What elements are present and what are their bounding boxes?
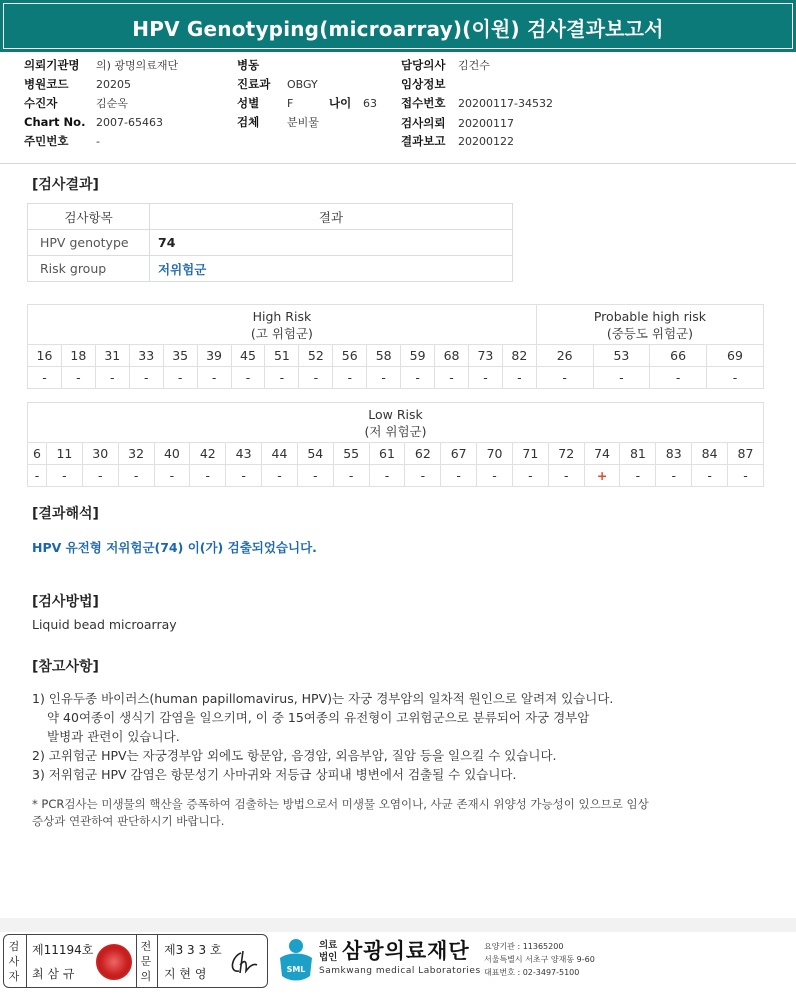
col-result-header: 결과 [150, 204, 513, 230]
high-risk-header-en: High Risk [252, 308, 312, 324]
low-risk-result-cell-3: - [118, 465, 154, 487]
high-risk-result-cell-0: - [28, 367, 62, 389]
high-risk-type-cell-7: 51 [265, 345, 299, 367]
signature-image [227, 947, 263, 977]
high-risk-result-cell-5: - [197, 367, 231, 389]
high-risk-type-cell-3: 33 [129, 345, 163, 367]
high-risk-result-cell-12: - [435, 367, 469, 389]
seal-stamp [96, 944, 132, 980]
low-risk-type-cell-18: 83 [656, 443, 692, 465]
low-risk-result-cell-17: - [620, 465, 656, 487]
doctor-label: 담당의사 [401, 58, 446, 72]
note-3: 3) 저위험군 HPV 감염은 항문성기 사마귀와 저등급 상피내 병변에서 검출될 수 있습니다. [32, 767, 517, 782]
low-risk-result-cell-20: - [728, 465, 764, 487]
footer-divider [0, 918, 796, 932]
high-risk-result-cell-11: - [401, 367, 435, 389]
probable-high-risk-header [536, 305, 763, 345]
high-risk-type-cell-9: 56 [333, 345, 367, 367]
low-risk-result-cell-0: - [28, 465, 47, 487]
footnote-line-1: * PCR검사는 미생물의 핵산을 증폭하여 검출하는 방법으로서 미생물 오염이나, 사균 존재시 위양성 가능성이 있으므로 임상 [32, 797, 649, 811]
specialist-label: 전문의 [140, 940, 152, 983]
low-risk-type-cell-19: 84 [692, 443, 728, 465]
col-item-header: 검사항목 [28, 204, 150, 230]
high-risk-result-cell-7: - [265, 367, 299, 389]
low-risk-type-cell-0: 6 [28, 443, 47, 465]
method-text: Liquid bead microarray [32, 617, 177, 632]
low-risk-result-cell-13: - [477, 465, 513, 487]
high-risk-type-cell-8: 52 [299, 345, 333, 367]
low-risk-type-cell-12: 67 [441, 443, 477, 465]
report-title-bar [0, 0, 796, 52]
high-risk-type-cell-16: 53 [593, 345, 650, 367]
table-row [28, 256, 513, 282]
inspector-name: 최 삼 규 [32, 967, 75, 981]
low-risk-type-cell-10: 61 [369, 443, 405, 465]
high-risk-type-cell-10: 58 [367, 345, 401, 367]
high-risk-type-row [28, 345, 764, 367]
high-risk-type-cell-12: 68 [435, 345, 469, 367]
institution-code: 요양기관 : 11365200 [484, 942, 564, 951]
low-risk-result-cell-15: - [548, 465, 584, 487]
low-risk-type-cell-3: 32 [118, 443, 154, 465]
patient-info-panel [0, 52, 796, 164]
high-risk-result-cell-2: - [95, 367, 129, 389]
low-risk-type-cell-9: 55 [333, 443, 369, 465]
high-risk-type-cell-14: 82 [502, 345, 536, 367]
high-risk-type-cell-5: 39 [197, 345, 231, 367]
low-risk-result-row [28, 465, 764, 487]
result-item-risk-group: Risk group [28, 256, 150, 282]
high-risk-result-cell-4: - [163, 367, 197, 389]
note-1: 1) 인유두종 바이러스(human papillomavirus, HPV)는 자궁 경부암의 일차적 원인으로 알려져 있습니다. [32, 691, 614, 706]
organization-phone: 대표번호 : 02-3497-5100 [484, 968, 580, 977]
low-risk-genotype-table [27, 402, 764, 487]
notes-list [32, 689, 613, 784]
high-risk-type-cell-0: 16 [28, 345, 62, 367]
inspector-license: 제11194호 [32, 943, 94, 957]
age-label: 나이 [329, 96, 352, 110]
high-risk-type-cell-15: 26 [536, 345, 593, 367]
high-risk-genotype-table [27, 304, 764, 389]
note-1-cont: 약 40여종이 생식기 감염을 일으키며, 이 중 15여종의 유전형이 고위험군으로 분류되어 자궁 경부암 [47, 710, 590, 725]
high-risk-type-cell-1: 18 [61, 345, 95, 367]
resident-no-value: - [96, 135, 100, 148]
patient-value: 김순옥 [96, 97, 128, 110]
department-value: OBGY [287, 78, 318, 91]
specimen-value: 분비물 [287, 116, 319, 129]
specialist-name: 지 현 영 [164, 967, 207, 981]
hospital-code-label: 병원코드 [24, 77, 69, 91]
specialist-license: 제3 3 3 호 [164, 943, 222, 957]
low-risk-type-cell-11: 62 [405, 443, 441, 465]
sex-label: 성별 [237, 96, 260, 110]
high-risk-result-cell-3: - [129, 367, 163, 389]
sml-logo-icon [274, 936, 318, 986]
chart-no-value: 2007-65463 [96, 116, 163, 129]
pcr-footnote [32, 796, 752, 830]
high-risk-header-ko: (고 위험군) [250, 325, 313, 341]
low-risk-type-cell-16: 74 [584, 443, 620, 465]
low-risk-result-cell-11: - [405, 465, 441, 487]
receipt-value: 20200117-34532 [458, 97, 553, 110]
high-risk-result-cell-16: - [593, 367, 650, 389]
high-risk-result-cell-15: - [536, 367, 593, 389]
institution-label: 의뢰기관명 [24, 58, 80, 72]
signature-box [3, 934, 268, 988]
low-risk-header-ko: (저 위험군) [364, 423, 427, 439]
notes-section-title: [참고사항] [32, 659, 99, 675]
table-row [28, 230, 513, 256]
low-risk-type-cell-6: 43 [226, 443, 262, 465]
low-risk-result-cell-5: - [190, 465, 226, 487]
institution-value: 의) 광명의료재단 [96, 59, 179, 72]
corp-type [319, 940, 337, 964]
high-risk-result-cell-8: - [299, 367, 333, 389]
low-risk-type-cell-20: 87 [728, 443, 764, 465]
note-1-cont-2: 발병과 관련이 있습니다. [47, 729, 180, 744]
low-risk-result-cell-9: - [333, 465, 369, 487]
low-risk-type-cell-17: 81 [620, 443, 656, 465]
high-risk-result-cell-1: - [61, 367, 95, 389]
low-risk-type-row [28, 443, 764, 465]
low-risk-type-cell-15: 72 [548, 443, 584, 465]
report-date-value: 20200122 [458, 135, 514, 148]
low-risk-result-cell-16: + [584, 465, 620, 487]
result-value-risk-group: 저위험군 [150, 256, 513, 282]
low-risk-header [28, 403, 764, 443]
chart-no-label: Chart No. [24, 115, 86, 129]
low-risk-result-cell-2: - [82, 465, 118, 487]
high-risk-result-row [28, 367, 764, 389]
high-risk-result-cell-18: - [706, 367, 763, 389]
corp-type-1: 의료 [319, 940, 338, 951]
ward-label: 병동 [237, 58, 260, 72]
result-table [27, 203, 513, 282]
doctor-value: 김건수 [458, 59, 490, 72]
interpretation-text: HPV 유전형 저위험군(74) 이(가) 검출되었습니다. [32, 540, 317, 555]
high-risk-result-cell-14: - [502, 367, 536, 389]
low-risk-type-cell-2: 30 [82, 443, 118, 465]
low-risk-result-cell-12: - [441, 465, 477, 487]
request-date-label: 검사의뢰 [401, 116, 446, 130]
sex-value: F [287, 97, 294, 110]
result-item-genotype: HPV genotype [28, 230, 150, 256]
note-2: 2) 고위험군 HPV는 자궁경부암 외에도 항문암, 음경암, 외음부암, 질암 등을 일으킬 수 있습니다. [32, 748, 557, 763]
high-risk-result-cell-17: - [650, 367, 707, 389]
result-section-title: [검사결과] [32, 177, 99, 193]
probable-header-ko: (중등도 위험군) [606, 325, 693, 341]
high-risk-type-cell-18: 69 [706, 345, 763, 367]
high-risk-type-cell-6: 45 [231, 345, 265, 367]
specimen-label: 검체 [237, 115, 260, 129]
high-risk-type-cell-2: 31 [95, 345, 129, 367]
organization-name: 삼광의료재단 [342, 939, 470, 963]
clinical-label: 임상정보 [401, 77, 446, 91]
low-risk-type-cell-5: 42 [190, 443, 226, 465]
resident-no-label: 주민번호 [24, 134, 69, 148]
department-label: 진료과 [237, 77, 271, 91]
report-date-label: 결과보고 [401, 134, 446, 148]
organization-address: 서울특별시 서초구 양재동 9-60 [484, 955, 595, 964]
report-title: HPV Genotyping(microarray)(이원) 검사결과보고서 [132, 17, 664, 41]
low-risk-result-cell-10: - [369, 465, 405, 487]
low-risk-type-cell-7: 44 [262, 443, 298, 465]
low-risk-result-cell-1: - [46, 465, 82, 487]
age-value: 63 [363, 97, 377, 110]
footnote-line-2: 증상과 연관하여 판단하시기 바랍니다. [32, 814, 225, 828]
high-risk-type-cell-13: 73 [468, 345, 502, 367]
low-risk-result-cell-4: - [154, 465, 190, 487]
high-risk-result-cell-9: - [333, 367, 367, 389]
high-risk-type-cell-4: 35 [163, 345, 197, 367]
low-risk-type-cell-13: 70 [477, 443, 513, 465]
low-risk-type-cell-1: 11 [46, 443, 82, 465]
method-section-title: [검사방법] [32, 594, 99, 610]
result-value-genotype: 74 [150, 230, 513, 256]
high-risk-result-cell-13: - [468, 367, 502, 389]
organization-english-name: Samkwang medical Laboratories [319, 966, 481, 976]
high-risk-type-cell-17: 66 [650, 345, 707, 367]
low-risk-result-cell-18: - [656, 465, 692, 487]
corp-type-2: 법인 [319, 952, 338, 963]
low-risk-result-cell-14: - [512, 465, 548, 487]
low-risk-type-cell-8: 54 [297, 443, 333, 465]
low-risk-type-cell-4: 40 [154, 443, 190, 465]
patient-label: 수진자 [24, 96, 58, 110]
high-risk-header [28, 305, 537, 345]
low-risk-header-en: Low Risk [368, 406, 423, 422]
inspector-label: 검사자 [8, 940, 20, 983]
low-risk-type-cell-14: 71 [512, 443, 548, 465]
logo-text: SML [286, 965, 306, 974]
high-risk-type-cell-11: 59 [401, 345, 435, 367]
request-date-value: 20200117 [458, 117, 514, 130]
low-risk-result-cell-7: - [262, 465, 298, 487]
high-risk-result-cell-10: - [367, 367, 401, 389]
low-risk-result-cell-6: - [226, 465, 262, 487]
organization-footer [272, 934, 796, 988]
receipt-label: 접수번호 [401, 96, 446, 110]
low-risk-result-cell-19: - [692, 465, 728, 487]
probable-header-en: Probable high risk [593, 308, 706, 324]
hospital-code-value: 20205 [96, 78, 131, 91]
organization-contact [484, 940, 595, 979]
low-risk-result-cell-8: - [297, 465, 333, 487]
interpretation-section-title: [결과해석] [32, 506, 99, 522]
high-risk-result-cell-6: - [231, 367, 265, 389]
